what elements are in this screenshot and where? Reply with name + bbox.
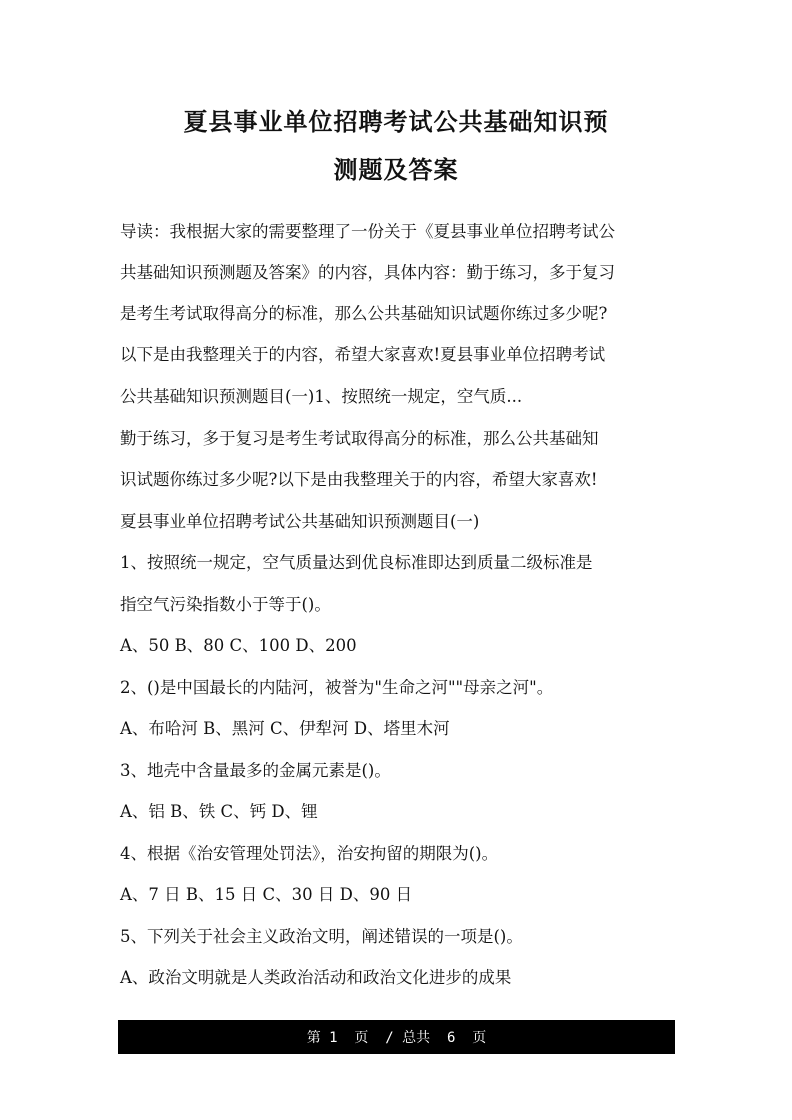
body-line-6: 勤于练习，多于复习是考生考试取得高分的标准，那么公共基础知 <box>120 429 599 448</box>
body-line-7: 识试题你练过多少呢?以下是由我整理关于的内容，希望大家喜欢! <box>120 470 598 489</box>
body-line-11: A、50 B、80 C、100 D、200 <box>120 636 357 655</box>
title-line-2: 测题及答案 <box>333 156 459 184</box>
body-line-15: A、铝 B、铁 C、钙 D、锂 <box>120 802 318 821</box>
body-line-1: 导读：我根据大家的需要整理了一份关于《夏县事业单位招聘考试公 <box>120 222 615 241</box>
body-line-4: 以下是由我整理关于的内容，希望大家喜欢!夏县事业单位招聘考试 <box>120 345 606 364</box>
body-line-18: 5、下列关于社会主义政治文明，阐述错误的一项是()。 <box>120 927 523 946</box>
body-line-12: 2、()是中国最长的内陆河，被誉为"生命之河""母亲之河"。 <box>120 678 554 697</box>
body-line-3: 是考生考试取得高分的标准，那么公共基础知识试题你练过多少呢? <box>120 304 608 323</box>
body-line-10: 指空气污染指数小于等于()。 <box>120 595 331 614</box>
document-title <box>100 98 692 194</box>
body-line-14: 3、地壳中含量最多的金属元素是()。 <box>120 761 391 780</box>
body-line-16: 4、根据《治安管理处罚法》，治安拘留的期限为()。 <box>120 844 499 863</box>
body-line-2: 共基础知识预测题及答案》的内容，具体内容：勤于练习，多于复习 <box>120 263 615 282</box>
body-line-5: 公共基础知识预测题目(一)1、按照统一规定，空气质... <box>120 387 523 406</box>
body-line-8: 夏县事业单位招聘考试公共基础知识预测题目(一) <box>120 512 480 531</box>
body-line-19: A、政治文明就是人类政治活动和政治文化进步的成果 <box>120 968 512 987</box>
title-line-1: 夏县事业单位招聘考试公共基础知识预 <box>183 108 609 136</box>
body-line-13: A、布哈河 B、黑河 C、伊犁河 D、塔里木河 <box>120 719 450 738</box>
body-line-17: A、7 日 B、15 日 C、30 日 D、90 日 <box>120 885 413 904</box>
page-footer <box>118 1020 675 1054</box>
body-line-9: 1、按照统一规定，空气质量达到优良标准即达到质量二级标准是 <box>120 553 593 572</box>
page-number-label: 第 1 页 / 总共 6 页 <box>306 1030 487 1046</box>
